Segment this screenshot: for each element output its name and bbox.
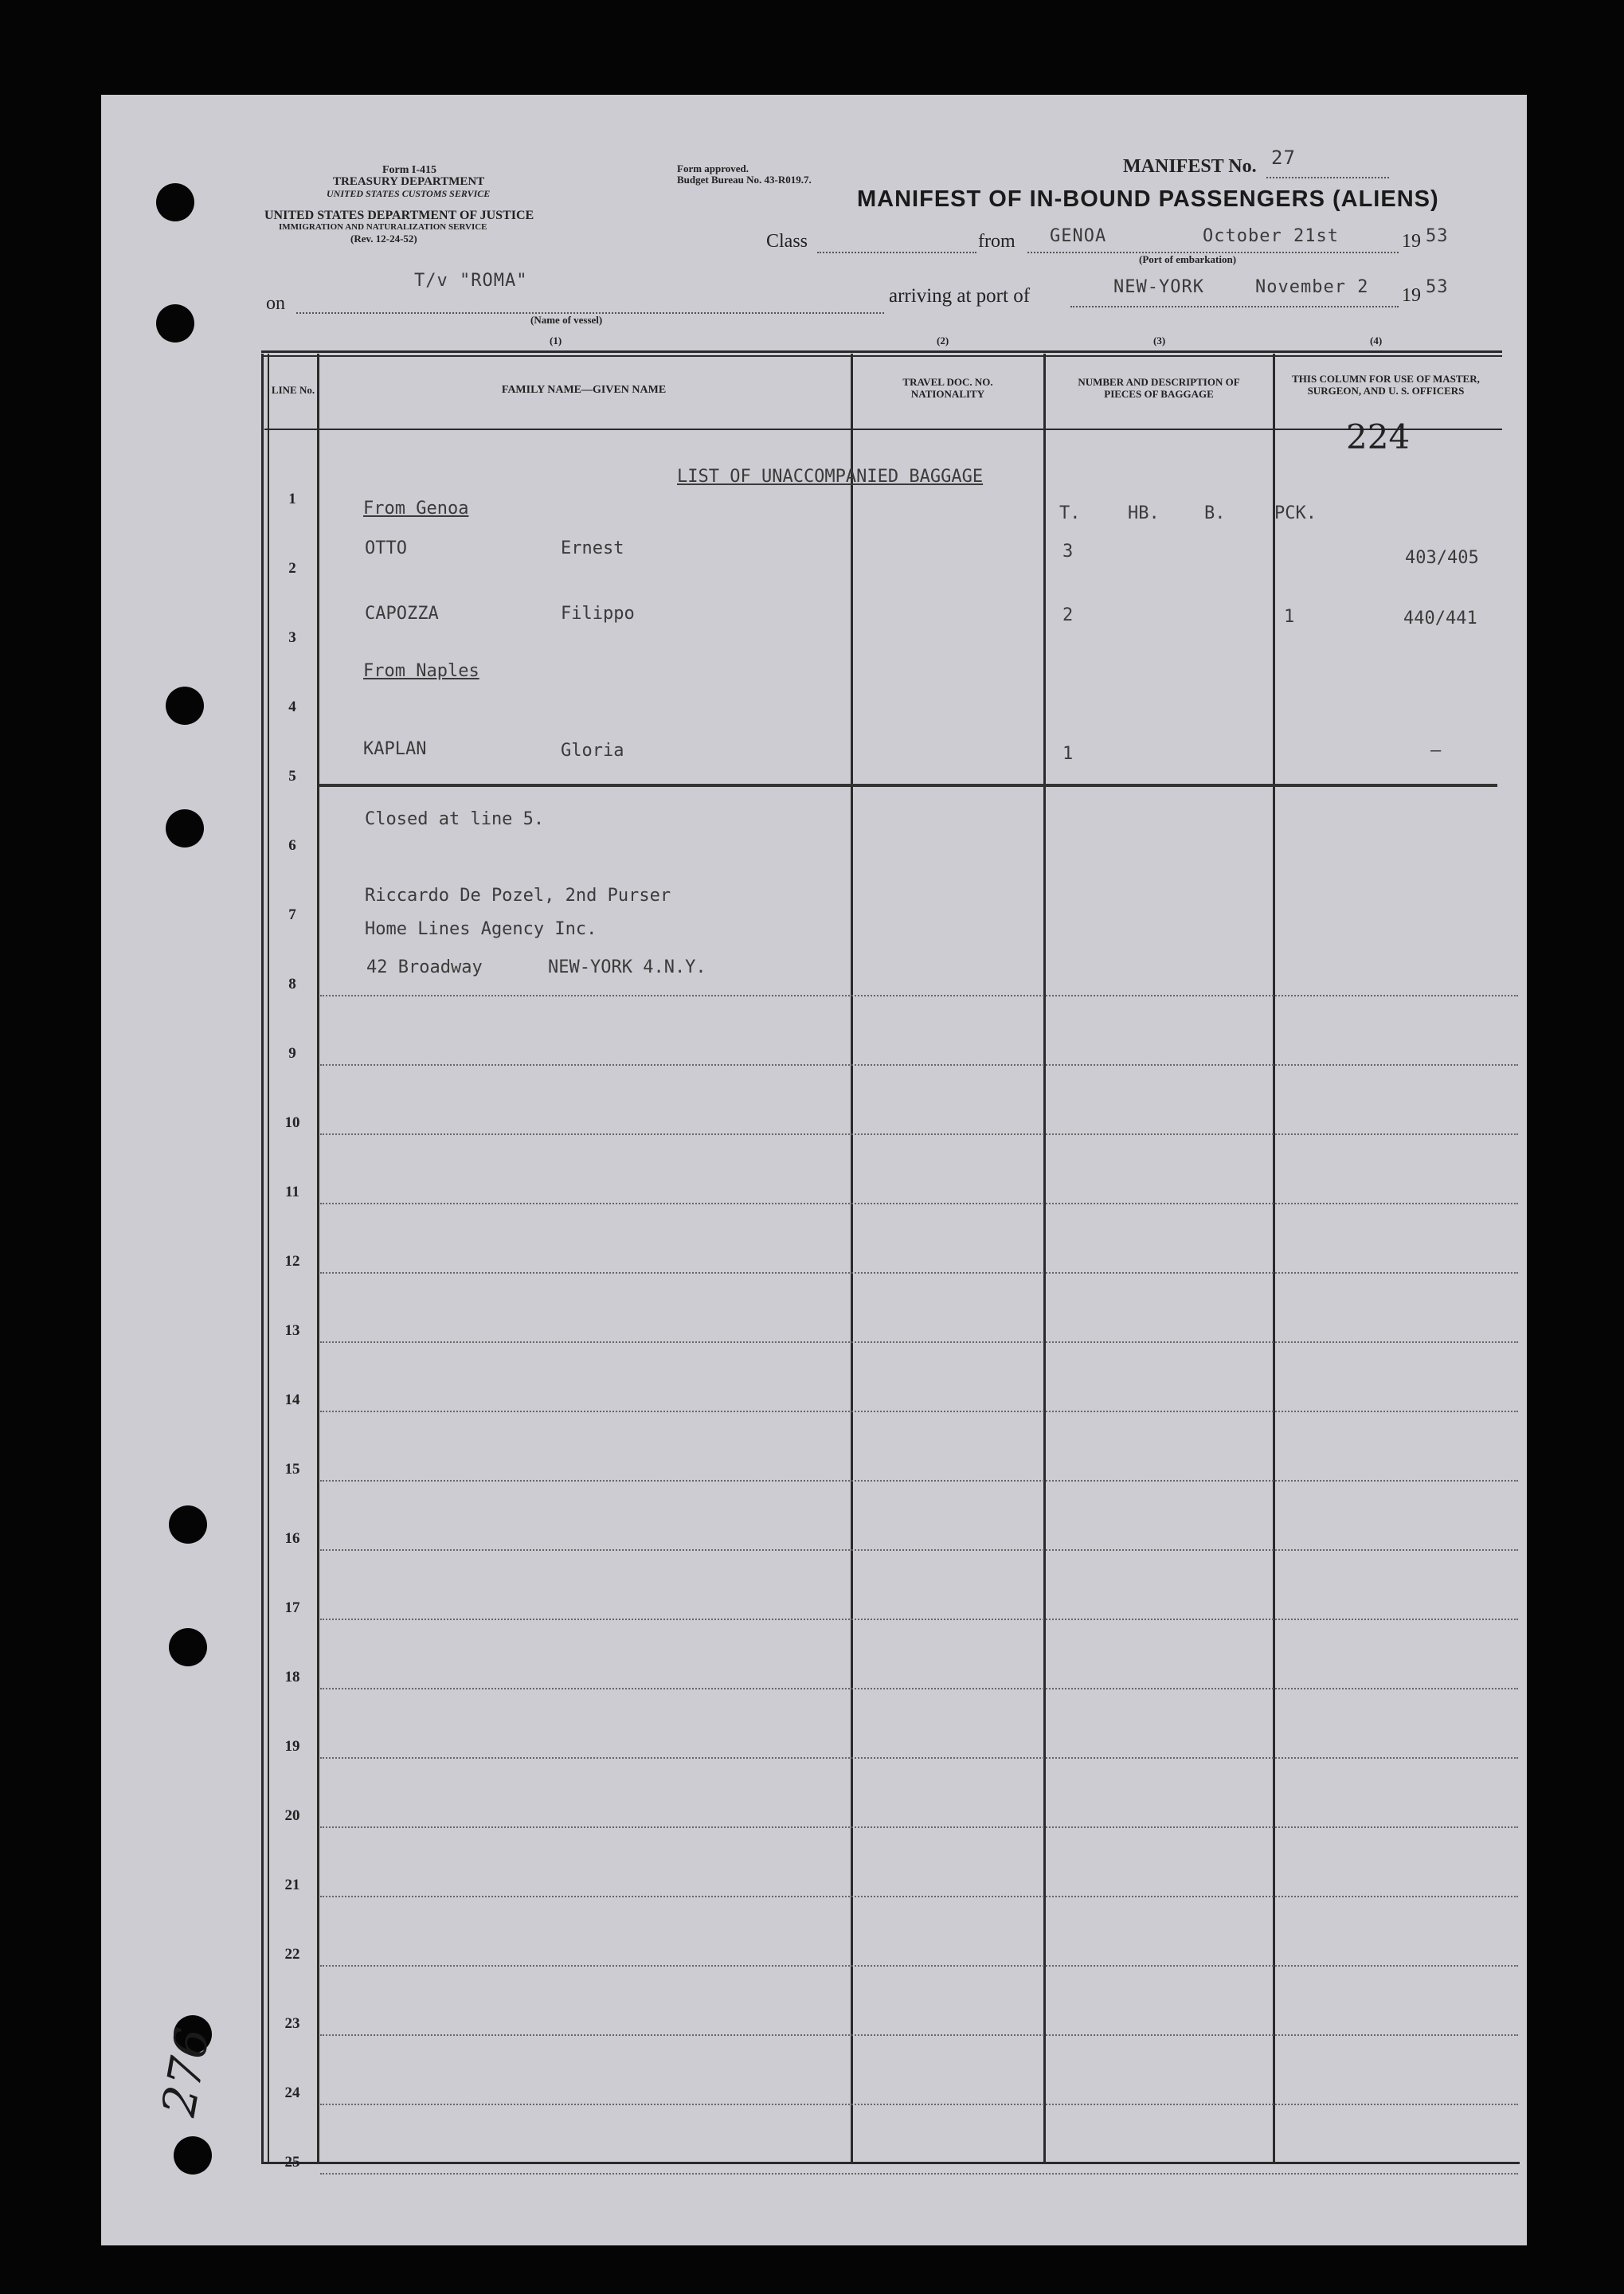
line-number: 13 [284, 1322, 300, 1339]
line-number: 12 [284, 1253, 300, 1270]
port-embark-label: (Port of embarkation) [1139, 253, 1237, 265]
line-number: 5 [288, 768, 296, 785]
line-number: 25 [284, 2154, 300, 2171]
justice-dept: UNITED STATES DEPARTMENT OF JUSTICE [264, 209, 534, 222]
address-street: 42 Broadway [366, 957, 483, 977]
family-name: CAPOZZA [365, 604, 439, 624]
punch-hole [156, 183, 194, 221]
bag-header-hb: HB. [1128, 503, 1160, 523]
header-officers: THIS COLUMN FOR USE OF MASTER, SURGEON, AND U. S. OFFICERS [1292, 373, 1480, 397]
page-title: MANIFEST OF IN-BOUND PASSENGERS (ALIENS) [857, 186, 1439, 212]
row-rule [320, 1896, 1518, 1897]
closed-note: Closed at line 5. [365, 809, 545, 829]
from-year: 53 [1426, 226, 1449, 246]
arrival-port: NEW-YORK [1113, 277, 1204, 297]
row-rule [320, 1341, 1518, 1343]
line-number: 6 [288, 837, 296, 854]
line-number: 22 [284, 1946, 300, 1963]
class-underline [817, 252, 976, 253]
row-rule [320, 1826, 1518, 1828]
row-rule [320, 1203, 1518, 1204]
manifest-no-underline [1266, 177, 1389, 178]
arrival-year-prefix: 19 [1402, 285, 1421, 306]
vessel-name: T/v "ROMA" [414, 271, 528, 291]
form-approved: Form approved. [677, 162, 749, 174]
line-number: 15 [284, 1461, 300, 1478]
punch-hole [169, 1628, 207, 1666]
travel-col-divider [1043, 354, 1046, 2162]
customs-service: UNITED STATES CUSTOMS SERVICE [327, 188, 491, 199]
line-number: 23 [284, 2015, 300, 2032]
form-number: Form I-415 [382, 164, 437, 176]
row-rule [320, 1757, 1518, 1759]
header-name: FAMILY NAME—GIVEN NAME [501, 384, 667, 396]
row-rule [320, 1688, 1518, 1689]
arrival-year: 53 [1426, 277, 1449, 297]
trunk-count: 3 [1062, 542, 1074, 562]
from-label: from [978, 231, 1015, 252]
row-rule [320, 1619, 1518, 1620]
punch-hole [166, 809, 204, 848]
budget-bureau: Budget Bureau No. 43-R019.7. [677, 174, 812, 186]
line-number: 24 [284, 2085, 300, 2101]
col4-number: (4) [1370, 335, 1383, 346]
margin-note: 276 [151, 2023, 221, 2120]
row-rule [320, 1272, 1518, 1274]
line-number: 21 [284, 1877, 300, 1893]
manifest-no-label: MANIFEST No. [1123, 156, 1257, 177]
ins-service: IMMIGRATION AND NATURALIZATION SERVICE [279, 222, 487, 232]
address-city: NEW-YORK 4.N.Y. [548, 957, 706, 977]
family-name: OTTO [365, 538, 407, 558]
arriving-underline [1070, 306, 1399, 307]
header-baggage: NUMBER AND DESCRIPTION OF PIECES OF BAGGAGE [1078, 376, 1240, 400]
package-count: 1 [1284, 607, 1295, 627]
line-number: 8 [288, 976, 296, 992]
line-number: 3 [288, 629, 296, 646]
trunk-count: 1 [1062, 744, 1074, 764]
row-rule [320, 1480, 1518, 1482]
bag-header-pck: PCK. [1274, 503, 1317, 523]
row-rule [320, 2173, 1518, 2175]
bag-header-b: B. [1204, 503, 1226, 523]
name-col-divider [851, 354, 853, 2162]
manifest-sheet [101, 95, 1527, 2245]
row-rule [320, 2034, 1518, 2036]
stamp-number: 224 [1346, 417, 1411, 456]
header-travel-doc: TRAVEL DOC. NO. NATIONALITY [902, 376, 993, 400]
table-header-bottom [264, 429, 1502, 430]
given-name: Gloria [561, 741, 624, 761]
punch-hole [166, 687, 204, 725]
from-date: October 21st [1203, 226, 1339, 246]
family-name: KAPLAN [363, 739, 427, 759]
given-name: Filippo [561, 604, 635, 624]
line-number: 9 [288, 1045, 296, 1062]
row-rule [320, 1133, 1518, 1135]
baggage-col-divider [1273, 354, 1275, 2162]
reference-number: 403/405 [1405, 548, 1479, 568]
row-rule [320, 995, 1518, 996]
header-line-no: LINE No. [271, 384, 315, 396]
agency-name: Home Lines Agency Inc. [365, 919, 597, 939]
arrival-date: November 2 [1255, 277, 1369, 297]
line-number: 16 [284, 1530, 300, 1547]
section-naples: From Naples [363, 661, 479, 681]
line-number: 11 [285, 1184, 299, 1200]
treasury-dept: TREASURY DEPARTMENT [333, 175, 485, 188]
line-number: 14 [284, 1392, 300, 1408]
trunk-count: 2 [1062, 605, 1074, 625]
table-left-border [261, 354, 264, 2162]
table-left-border-inner [268, 354, 269, 2162]
table-bottom-border [261, 2162, 1520, 2164]
reference-number: 440/441 [1403, 609, 1477, 628]
col2-number: (2) [937, 335, 949, 346]
list-title: LIST OF UNACCOMPANIED BAGGAGE [677, 467, 984, 487]
punch-hole [156, 304, 194, 343]
line-number: 2 [288, 560, 296, 577]
line-number: 7 [288, 906, 296, 923]
reference-number: — [1430, 741, 1442, 761]
on-label: on [266, 293, 285, 314]
from-port: GENOA [1050, 226, 1107, 246]
class-label: Class [766, 231, 808, 252]
arriving-label: arriving at port of [889, 285, 1031, 307]
manifest-no-value: 27 [1271, 147, 1296, 169]
closing-rule [319, 784, 1497, 787]
section-genoa: From Genoa [363, 499, 469, 519]
punch-hole [169, 1505, 207, 1544]
line-number: 18 [284, 1669, 300, 1685]
row-rule [320, 1965, 1518, 1967]
bag-header-t: T. [1059, 503, 1081, 523]
line-number: 1 [288, 491, 296, 507]
row-rule [320, 1411, 1518, 1412]
purser-name: Riccardo De Pozel, 2nd Purser [365, 886, 671, 906]
row-rule [320, 1549, 1518, 1551]
col3-number: (3) [1153, 335, 1166, 346]
row-rule [320, 2104, 1518, 2105]
revision-date: (Rev. 12-24-52) [350, 233, 417, 245]
row-rule [320, 1064, 1518, 1066]
line-number: 10 [284, 1114, 300, 1131]
punch-hole [174, 2136, 212, 2175]
line-number: 17 [284, 1599, 300, 1616]
line-number: 20 [284, 1807, 300, 1824]
table-top-border-inner [261, 355, 1502, 357]
given-name: Ernest [561, 538, 624, 558]
col1-number: (1) [550, 335, 562, 346]
vessel-label: (Name of vessel) [530, 314, 603, 326]
line-number: 19 [284, 1738, 300, 1755]
table-top-border [261, 350, 1502, 353]
line-number: 4 [288, 699, 296, 715]
year-prefix: 19 [1402, 231, 1421, 252]
line-no-divider [317, 354, 319, 2162]
